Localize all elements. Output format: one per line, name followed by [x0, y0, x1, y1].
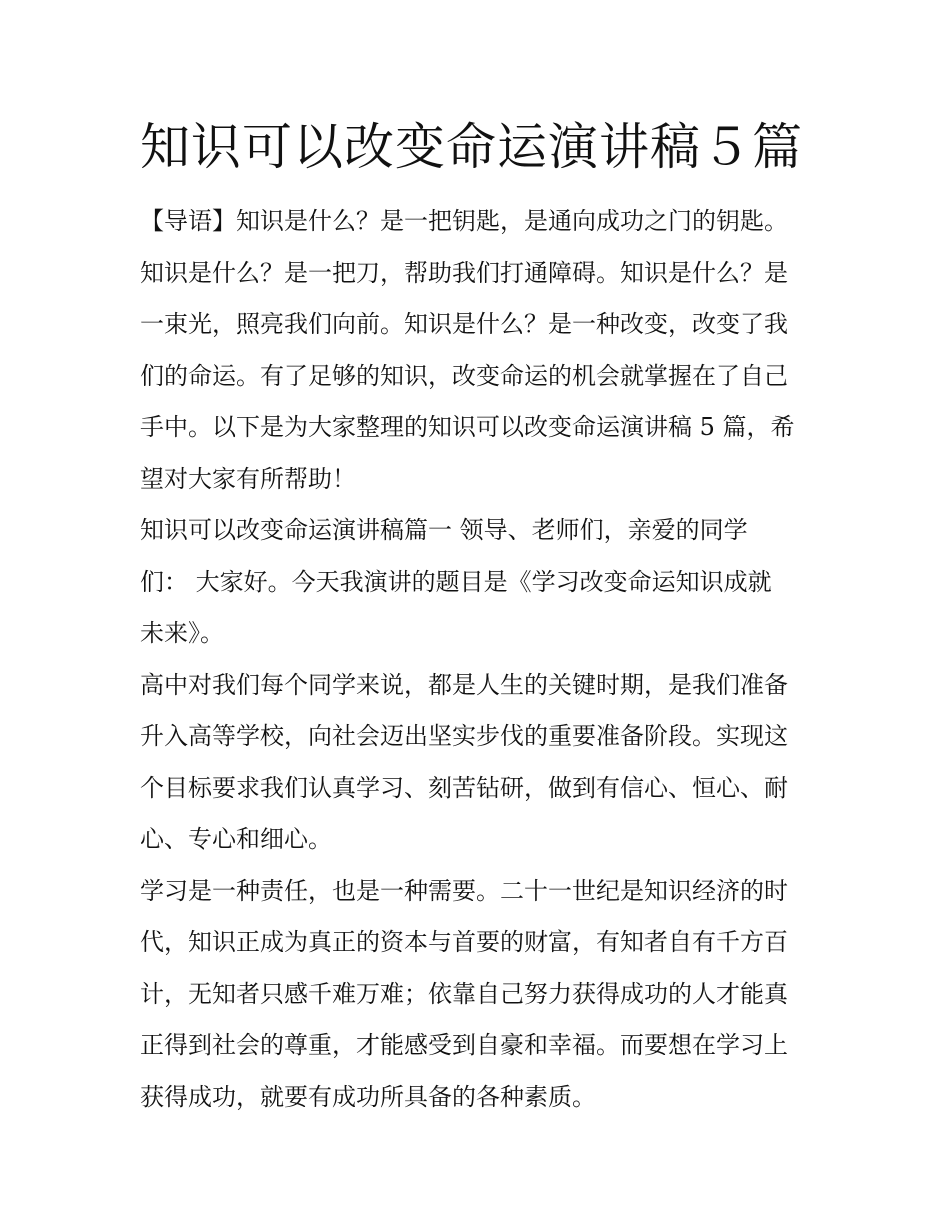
- text-line: 高中对我们每个同学来说，都是人生的关键时期，是我们准备: [140, 670, 788, 699]
- text-line: 心、专心和细心。: [140, 825, 332, 853]
- text-line: 未来》。: [140, 619, 224, 647]
- text-line: 升入高等学校，向社会迈出坚实步伐的重要准备阶段。实现这: [140, 722, 788, 750]
- text-line: 们： 大家好。今天我演讲的题目是《学习改变命运知识成就: [140, 567, 772, 596]
- text-line: 代，知识正成为真正的资本与首要的财富，有知者自有千方百: [140, 928, 788, 956]
- text-line: 望对大家有所帮助！: [140, 464, 356, 493]
- text-line: 个目标要求我们认真学习、刻苦钻研，做到有信心、恒心、耐: [140, 773, 788, 802]
- text-line: 【导语】知识是什么？是一把钥匙，是通向成功之门的钥匙。: [140, 207, 788, 235]
- text-line: 计，无知者只感千难万难；依靠自己努力获得成功的人才能真: [140, 979, 788, 1008]
- text-line: 知识是什么？是一把刀，帮助我们打通障碍。知识是什么？是: [140, 258, 788, 287]
- document-body: [140, 196, 816, 1123]
- text-line: 们的命运。有了足够的知识，改变命运的机会就掌握在了自己: [140, 361, 788, 390]
- text-line: 一束光，照亮我们向前。知识是什么？是一种改变，改变了我: [140, 310, 788, 338]
- text-line: 学习是一种责任，也是一种需要。二十一世纪是知识经济的时: [140, 876, 788, 905]
- text-line: 正得到社会的尊重，才能感受到自豪和幸福。而要想在学习上: [140, 1031, 788, 1059]
- text-line: 知识可以改变命运演讲稿篇一 领导、老师们，亲爱的同学: [140, 516, 748, 544]
- text-line: 手中。以下是为大家整理的知识可以改变命运演讲稿 5 篇，希: [140, 413, 795, 441]
- text-line: 获得成功，就要有成功所具备的各种素质。: [140, 1082, 596, 1111]
- document-title: 知识可以改变命运演讲稿５篇: [140, 118, 803, 176]
